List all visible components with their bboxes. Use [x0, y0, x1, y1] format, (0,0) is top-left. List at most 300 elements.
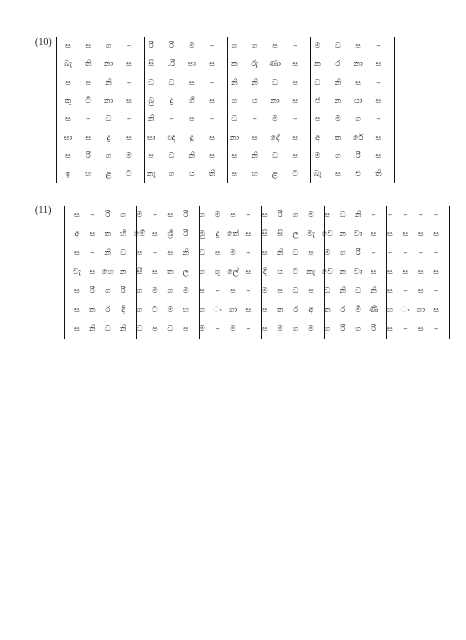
notation-cell: ග — [199, 266, 206, 276]
bar-line — [64, 206, 65, 339]
notation-cell: නා — [353, 58, 363, 69]
notation-cell: නි — [276, 247, 284, 257]
notation-cell: – — [371, 247, 376, 257]
notation-cell: ස — [245, 304, 252, 314]
notation-cell: ස — [89, 266, 96, 276]
notation-cell: ස — [231, 149, 238, 160]
notation-cell: බු — [148, 94, 155, 105]
notation-cell: ට — [125, 168, 132, 179]
notation-cell: ප — [324, 209, 331, 219]
notation-cell: ග — [168, 168, 175, 179]
notation-cell: ග — [231, 94, 238, 105]
notation-cell: ම — [214, 209, 221, 219]
notation-cell: ස — [417, 228, 424, 238]
notation-cell: ප — [308, 247, 314, 257]
notation-grid-11 — [56, 206, 440, 341]
notation-cell: ධ — [168, 76, 175, 87]
notation-cell: රි — [120, 285, 126, 295]
notation-cell: ස — [85, 40, 92, 50]
notation-cell: රි — [277, 209, 283, 219]
notation-cell: ක — [231, 58, 238, 69]
notation-cell: ස — [261, 209, 268, 219]
notation-cell: හි — [119, 228, 127, 238]
notation-cell: ම — [136, 209, 143, 219]
notation-cell: – — [434, 247, 439, 257]
notation-cell: ප — [277, 285, 283, 295]
notation-cell: නි — [105, 76, 112, 87]
notation-cell: – — [86, 113, 91, 124]
notation-cell: නි — [89, 323, 96, 333]
notation-cell: නා — [103, 94, 114, 105]
notation-cell: සි — [261, 228, 268, 238]
notation-cell: ත — [167, 266, 174, 276]
notation-cell: අ — [308, 304, 314, 314]
notation-cell: – — [246, 285, 251, 295]
notation-cell: – — [246, 323, 251, 333]
notation-cell: ප — [183, 323, 189, 333]
notation-cell: ස — [334, 168, 341, 179]
notation-cell: ධ — [231, 113, 238, 124]
notation-cell: ම — [324, 247, 331, 257]
notation-cell: ම — [152, 285, 158, 295]
notation-cell: ධ — [167, 323, 174, 333]
notation-cell: ම — [167, 304, 174, 314]
notation-cell: ස — [74, 209, 80, 219]
notation-cell: දු — [169, 94, 174, 105]
bar-line — [449, 206, 450, 339]
notation-cell: ං — [213, 304, 222, 314]
notation-cell: ප — [189, 113, 195, 124]
notation-cell: ම — [182, 285, 189, 295]
notation-cell: – — [215, 285, 220, 295]
notation-cell: ග — [324, 323, 331, 333]
notation-cell: ළ — [271, 168, 279, 179]
notation-cell: නා — [103, 58, 114, 69]
notation-cell: ස — [251, 131, 258, 142]
notation-cell: ප — [292, 76, 299, 87]
notation-cell: ස — [417, 323, 424, 333]
notation-cell: ස — [292, 58, 299, 69]
notation-cell: දු — [215, 228, 220, 238]
notation-cell: නි — [104, 247, 112, 257]
notation-cell: ණි — [368, 304, 379, 314]
notation-cell: ධ — [292, 247, 299, 257]
notation-cell: ග — [136, 285, 143, 295]
notation-cell: නි — [334, 76, 342, 87]
notation-cell: වැ — [72, 266, 82, 276]
notation-cell: පා — [187, 58, 196, 69]
notation-cell: ස — [387, 266, 393, 276]
notation-cell: ර — [340, 304, 346, 314]
notation-cell: ධ — [271, 149, 279, 160]
notation-cell: ධ — [105, 113, 112, 124]
notation-cell: – — [376, 76, 381, 87]
notation-cell: – — [403, 209, 408, 219]
notation-cell: – — [387, 247, 393, 257]
notation-cell: රි — [85, 149, 91, 160]
notation-cell: හ — [251, 168, 258, 179]
notation-cell: ශ්‍රී — [167, 228, 174, 238]
notation-cell: රේ — [352, 131, 364, 142]
notation-cell: දූ — [189, 131, 194, 142]
notation-cell: ම — [199, 323, 206, 333]
notation-cell: නා — [229, 131, 240, 142]
notation-cell: – — [90, 209, 95, 219]
notation-cell: ම — [261, 285, 268, 295]
notation-cell: ගු — [214, 266, 221, 276]
notation-cell: – — [387, 209, 393, 219]
notation-cell: ය — [277, 266, 284, 276]
notation-cell: ධ — [168, 149, 175, 160]
notation-cell: ස — [74, 304, 80, 314]
notation-cell: ති — [208, 168, 216, 179]
notation-cell: – — [215, 323, 220, 333]
notation-cell: ලේ — [227, 266, 239, 276]
notation-cell: ප — [272, 40, 278, 50]
notation-cell: ස — [387, 323, 393, 333]
notation-cell: ග — [105, 40, 112, 50]
notation-cell: ප — [85, 76, 92, 87]
notation-cell: ය — [188, 168, 195, 179]
notation-cell: ධ — [104, 323, 111, 333]
notation-cell: ස — [355, 76, 362, 87]
notation-cell: යා — [353, 94, 363, 105]
notation-cell: වෙ — [321, 228, 334, 238]
notation-cell: ග — [292, 209, 299, 219]
notation-cell: ප — [199, 285, 205, 295]
notation-cell: රි — [169, 40, 174, 50]
notation-cell: ප — [262, 304, 268, 314]
notation-cell: නි — [147, 113, 155, 124]
notation-cell: ත — [104, 228, 112, 238]
notation-cell: ඝි — [277, 228, 284, 238]
notation-cell: ප — [292, 149, 299, 160]
notation-cell: ස — [292, 94, 299, 105]
notation-cell: ග — [199, 209, 206, 219]
notation-cell: – — [152, 247, 158, 257]
notation-cell: ස — [209, 58, 216, 69]
notation-cell: ම — [277, 323, 284, 333]
notation-grid-10 — [56, 37, 400, 184]
notation-cell: හ — [182, 304, 190, 314]
notation-cell: ම — [188, 40, 195, 50]
notation-cell: ස — [433, 304, 440, 314]
notation-cell: ස — [89, 228, 96, 238]
notation-cell: නි — [119, 323, 127, 333]
notation-cell: ගා — [416, 304, 426, 314]
section-11-label: (11) — [35, 205, 52, 216]
notation-cell: ස — [152, 228, 158, 238]
notation-cell: ට — [292, 168, 299, 179]
notation-cell: ස — [375, 149, 382, 160]
notation-cell: ග — [339, 247, 346, 257]
notation-cell: ර — [105, 304, 111, 314]
notation-cell: නි — [188, 149, 196, 160]
bar-line — [56, 37, 57, 183]
notation-cell: ස — [65, 113, 71, 124]
notation-cell: හෙ — [101, 266, 114, 276]
notation-cell: ග — [199, 304, 206, 314]
notation-cell: – — [210, 40, 215, 50]
notation-cell: – — [293, 113, 298, 124]
notation-cell: ධ — [339, 209, 346, 219]
notation-cell: ස — [209, 131, 216, 142]
notation-cell: – — [246, 247, 251, 257]
notation-cell: නි — [182, 247, 190, 257]
notation-cell: දි — [121, 304, 126, 314]
notation-cell: රු — [251, 58, 259, 69]
notation-cell: ග — [167, 285, 174, 295]
notation-cell: – — [210, 113, 215, 124]
notation-cell: බැ — [63, 58, 73, 69]
notation-cell: නි — [251, 76, 259, 87]
notation-cell: ග — [105, 149, 112, 160]
notation-cell: ඉ — [65, 168, 71, 179]
notation-cell: රි — [355, 247, 361, 257]
notation-cell: – — [376, 40, 381, 50]
notation-cell: ධ — [199, 247, 206, 257]
notation-cell: – — [152, 209, 158, 219]
notation-cell: ස — [375, 94, 382, 105]
notation-cell: ප — [214, 247, 221, 257]
notation-cell: සි — [148, 58, 155, 69]
notation-cell: දේ — [270, 131, 280, 142]
notation-cell: රි — [340, 323, 346, 333]
notation-cell: ස — [402, 266, 409, 276]
notation-cell: ස — [167, 209, 174, 219]
notation-cell: කැ — [306, 266, 316, 276]
notation-cell: නි — [231, 76, 238, 87]
notation-cell: රි — [355, 149, 361, 160]
notation-cell: – — [434, 323, 439, 333]
notation-cell: ස — [245, 266, 252, 276]
notation-cell: නි — [339, 285, 347, 295]
notation-cell: ස — [245, 228, 252, 238]
notation-cell: – — [403, 285, 408, 295]
notation-cell: ස — [402, 228, 409, 238]
notation-cell: මේ — [133, 228, 146, 238]
notation-cell: නි — [251, 149, 259, 160]
notation-cell: නා — [270, 94, 280, 105]
notation-cell: ස — [125, 131, 132, 142]
notation-cell: ප — [231, 168, 238, 179]
notation-cell: ළ — [105, 168, 112, 179]
notation-cell: ම — [308, 323, 314, 333]
section-10-label: (10) — [35, 37, 52, 48]
notation-cell: ස — [167, 247, 174, 257]
notation-cell: ප — [136, 247, 143, 257]
notation-cell: ස — [375, 131, 382, 142]
notation-cell: ජ — [314, 94, 321, 105]
notation-cell: ම — [272, 113, 278, 124]
notation-cell: ති — [375, 168, 382, 179]
notation-cell: – — [403, 323, 408, 333]
notation-cell: ධ — [334, 40, 341, 50]
bar-line — [394, 37, 395, 183]
notation-cell: තේ — [226, 228, 240, 238]
notation-cell: ම — [314, 149, 321, 160]
notation-cell: වා — [353, 228, 363, 238]
notation-cell: ස — [433, 266, 440, 276]
notation-cell: න — [119, 266, 127, 276]
notation-cell: ම — [230, 247, 236, 257]
notation-cell: ස — [261, 247, 268, 257]
notation-cell: ත — [276, 304, 284, 314]
notation-cell: ට — [152, 304, 158, 314]
notation-cell: නි — [370, 285, 377, 295]
notation-cell: ධ — [136, 323, 143, 333]
notation-cell: ග — [251, 40, 258, 50]
notation-cell: – — [434, 209, 439, 219]
notation-cell: ග — [355, 113, 362, 124]
notation-cell: ස — [152, 266, 158, 276]
notation-cell: රි — [148, 40, 154, 50]
notation-cell: න — [334, 94, 342, 105]
notation-cell: සා — [146, 131, 156, 142]
notation-cell: ස — [188, 76, 195, 87]
notation-cell: ං — [401, 304, 410, 314]
notation-cell: හ — [386, 304, 394, 314]
notation-cell: ග — [136, 304, 143, 314]
notation-cell: ග — [120, 209, 127, 219]
notation-cell: ධ — [324, 285, 331, 295]
notation-cell: ප — [148, 149, 154, 160]
notation-cell: කු — [64, 94, 72, 105]
notation-cell: ස — [370, 228, 377, 238]
notation-cell: ස — [209, 149, 216, 160]
notation-cell: ස — [417, 266, 424, 276]
notation-cell: ස — [387, 285, 393, 295]
notation-cell: නි — [354, 209, 362, 219]
notation-cell: – — [169, 113, 174, 124]
notation-cell: ග — [355, 323, 362, 333]
notation-cell: ම — [314, 40, 321, 50]
notation-cell: ත — [324, 304, 331, 314]
notation-cell: ම — [308, 209, 314, 219]
notation-cell: බැ — [313, 168, 322, 179]
notation-cell: ධ — [292, 285, 299, 295]
notation-cell: හ — [85, 168, 92, 179]
notation-cell: ස — [74, 247, 80, 257]
notation-cell: – — [293, 40, 298, 50]
notation-cell: ග — [292, 323, 299, 333]
notation-cell: වෙ — [321, 266, 334, 276]
notation-cell: ගා — [228, 304, 238, 314]
notation-cell: – — [126, 76, 131, 87]
notation-cell: .රි — [167, 58, 176, 69]
notation-cell: ස — [433, 228, 440, 238]
notation-cell: දු — [106, 131, 111, 142]
notation-cell: ප — [308, 285, 314, 295]
notation-cell: – — [252, 113, 257, 124]
notation-cell: – — [418, 247, 423, 257]
notation-cell: – — [418, 209, 423, 219]
notation-cell: – — [246, 209, 251, 219]
notation-cell: ල — [292, 228, 299, 238]
notation-cell: ප — [314, 113, 321, 124]
notation-cell: ස — [74, 285, 80, 295]
notation-cell: ස — [209, 94, 216, 105]
notation-cell: ප — [355, 40, 361, 50]
notation-cell: මි — [355, 304, 362, 314]
notation-cell: ප — [152, 323, 158, 333]
notation-cell: ග — [231, 40, 238, 50]
notation-cell: ධ — [314, 76, 321, 87]
notation-cell: රි — [183, 209, 189, 219]
notation-cell: ධ — [355, 285, 362, 295]
notation-cell: ම — [334, 113, 341, 124]
notation-cell: සා — [63, 131, 73, 142]
notation-cell: රි — [183, 228, 189, 238]
notation-cell: ර — [293, 304, 299, 314]
notation-cell: – — [403, 247, 408, 257]
notation-cell: ප — [230, 285, 236, 295]
notation-cell: – — [210, 76, 215, 87]
notation-cell: අ — [74, 228, 80, 238]
notation-cell: ස — [125, 58, 132, 69]
notation-cell: ස — [370, 266, 377, 276]
notation-cell: ග — [334, 149, 341, 160]
notation-cell: මු — [199, 228, 206, 238]
notation-cell: ස — [74, 323, 80, 333]
notation-cell: ධ — [271, 76, 279, 87]
notation-cell: ම — [125, 149, 132, 160]
notation-cell: ති — [84, 58, 92, 69]
notation-cell: ස — [65, 149, 71, 160]
notation-cell: රි — [371, 323, 377, 333]
notation-cell: ත — [334, 131, 342, 142]
notation-cell: න — [339, 266, 347, 276]
notation-cell: ම — [230, 323, 236, 333]
notation-cell: සී — [136, 266, 143, 276]
notation-cell: දි — [262, 266, 267, 276]
notation-cell: – — [376, 113, 381, 124]
notation-cell: මැ — [306, 228, 316, 238]
notation-cell: නැ — [146, 168, 156, 179]
notation-cell: ත — [89, 304, 96, 314]
notation-cell: – — [90, 247, 95, 257]
notation-cell: න — [339, 228, 347, 238]
notation-cell: එ — [355, 168, 361, 179]
notation-cell: ර — [335, 58, 341, 69]
notation-cell: ල — [182, 266, 189, 276]
notation-cell: – — [126, 113, 131, 124]
notation-cell: ධ — [148, 76, 155, 87]
notation-cell: ඥ — [167, 131, 176, 142]
notation-cell: ස — [417, 285, 424, 295]
notation-cell: ස — [85, 131, 92, 142]
notation-cell: ස — [125, 94, 132, 105]
notation-cell: රි — [89, 285, 95, 295]
notation-cell: ගී — [188, 94, 195, 105]
notation-cell: ස — [387, 228, 393, 238]
notation-cell: ය — [251, 94, 258, 105]
notation-cell: – — [126, 40, 131, 50]
notation-cell: අ — [315, 131, 321, 142]
notation-cell: ප — [65, 76, 71, 87]
notation-cell: වා — [353, 266, 363, 276]
notation-cell: ස — [375, 58, 382, 69]
notation-cell: ධ — [120, 247, 127, 257]
notation-cell: – — [434, 285, 439, 295]
notation-cell: රි — [105, 209, 111, 219]
notation-cell: ස — [292, 131, 299, 142]
notation-cell: ටි — [85, 94, 92, 105]
notation-cell: – — [371, 209, 376, 219]
notation-cell: ක — [314, 58, 321, 69]
notation-cell: ස — [65, 40, 71, 50]
notation-cell: ප — [262, 323, 268, 333]
